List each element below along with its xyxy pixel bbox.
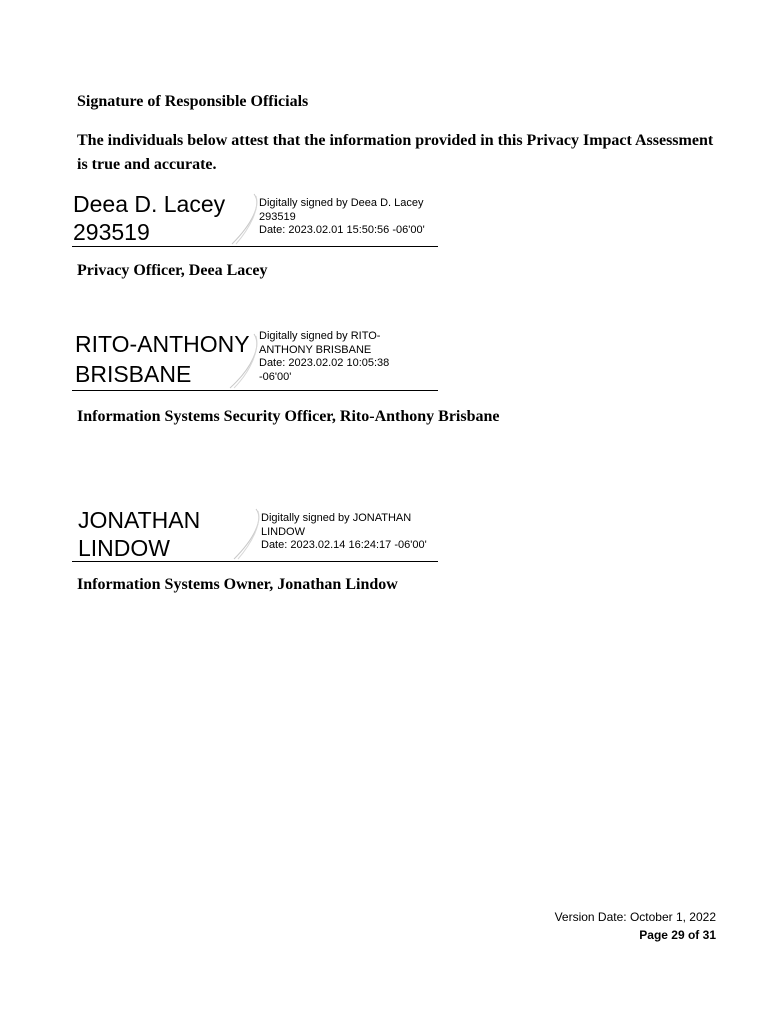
signature-block-isso[interactable] (72, 328, 438, 391)
signature-details (259, 197, 425, 238)
signature-detail-line: LINDOW (261, 525, 305, 538)
signature-name-line: JONATHAN (78, 507, 201, 533)
version-date: Version Date: October 1, 2022 (554, 910, 716, 924)
signer-role: Information Systems Owner, Jonathan Lindow (77, 576, 398, 593)
signature-detail-line: Digitally signed by Deea D. Lacey (259, 197, 424, 209)
attestation-text: The individuals below attest that the information provided in this Privacy Impact Assessment is true and accurate. (77, 132, 714, 173)
signature-detail-line: Digitally signed by RITO- (259, 330, 381, 342)
signature-block-privacy-officer[interactable] (72, 190, 438, 247)
signature-detail-line: Date: 2023.02.14 16:24:17 -06'00' (261, 539, 427, 551)
signature-flourish-icon (224, 505, 264, 561)
signer-role: Information Systems Security Officer, Rito-Anthony Brisbane (77, 408, 500, 425)
signature-name-line: LINDOW (78, 535, 170, 561)
section-title: Signature of Responsible Officials (77, 93, 309, 110)
signature-detail-line: 293519 (259, 210, 296, 223)
signature-name-line: Deea D. Lacey (73, 191, 226, 217)
signature-detail-line: Digitally signed by JONATHAN (261, 512, 412, 524)
signature-name (73, 190, 225, 246)
signature-name-line: 293519 (73, 219, 150, 245)
signature-name-line: BRISBANE (75, 361, 192, 387)
signature-detail-line: Date: 2023.02.01 15:50:56 -06'00' (259, 224, 425, 236)
signature-name (78, 506, 200, 562)
signature-flourish-icon (222, 190, 262, 246)
page-footer (555, 908, 716, 944)
signature-details (261, 512, 427, 553)
signature-detail-line: -06'00' (259, 370, 292, 383)
signature-details (259, 330, 389, 384)
signature-flourish-icon (222, 328, 262, 390)
page-number: Page 29 of 31 (639, 928, 716, 942)
signature-block-system-owner[interactable] (72, 505, 438, 562)
signature-detail-line: Date: 2023.02.02 10:05:38 (259, 357, 390, 369)
signer-role: Privacy Officer, Deea Lacey (77, 262, 268, 279)
signature-name-line: RITO-ANTHONY (75, 331, 250, 357)
signature-detail-line: ANTHONY BRISBANE (259, 343, 372, 356)
